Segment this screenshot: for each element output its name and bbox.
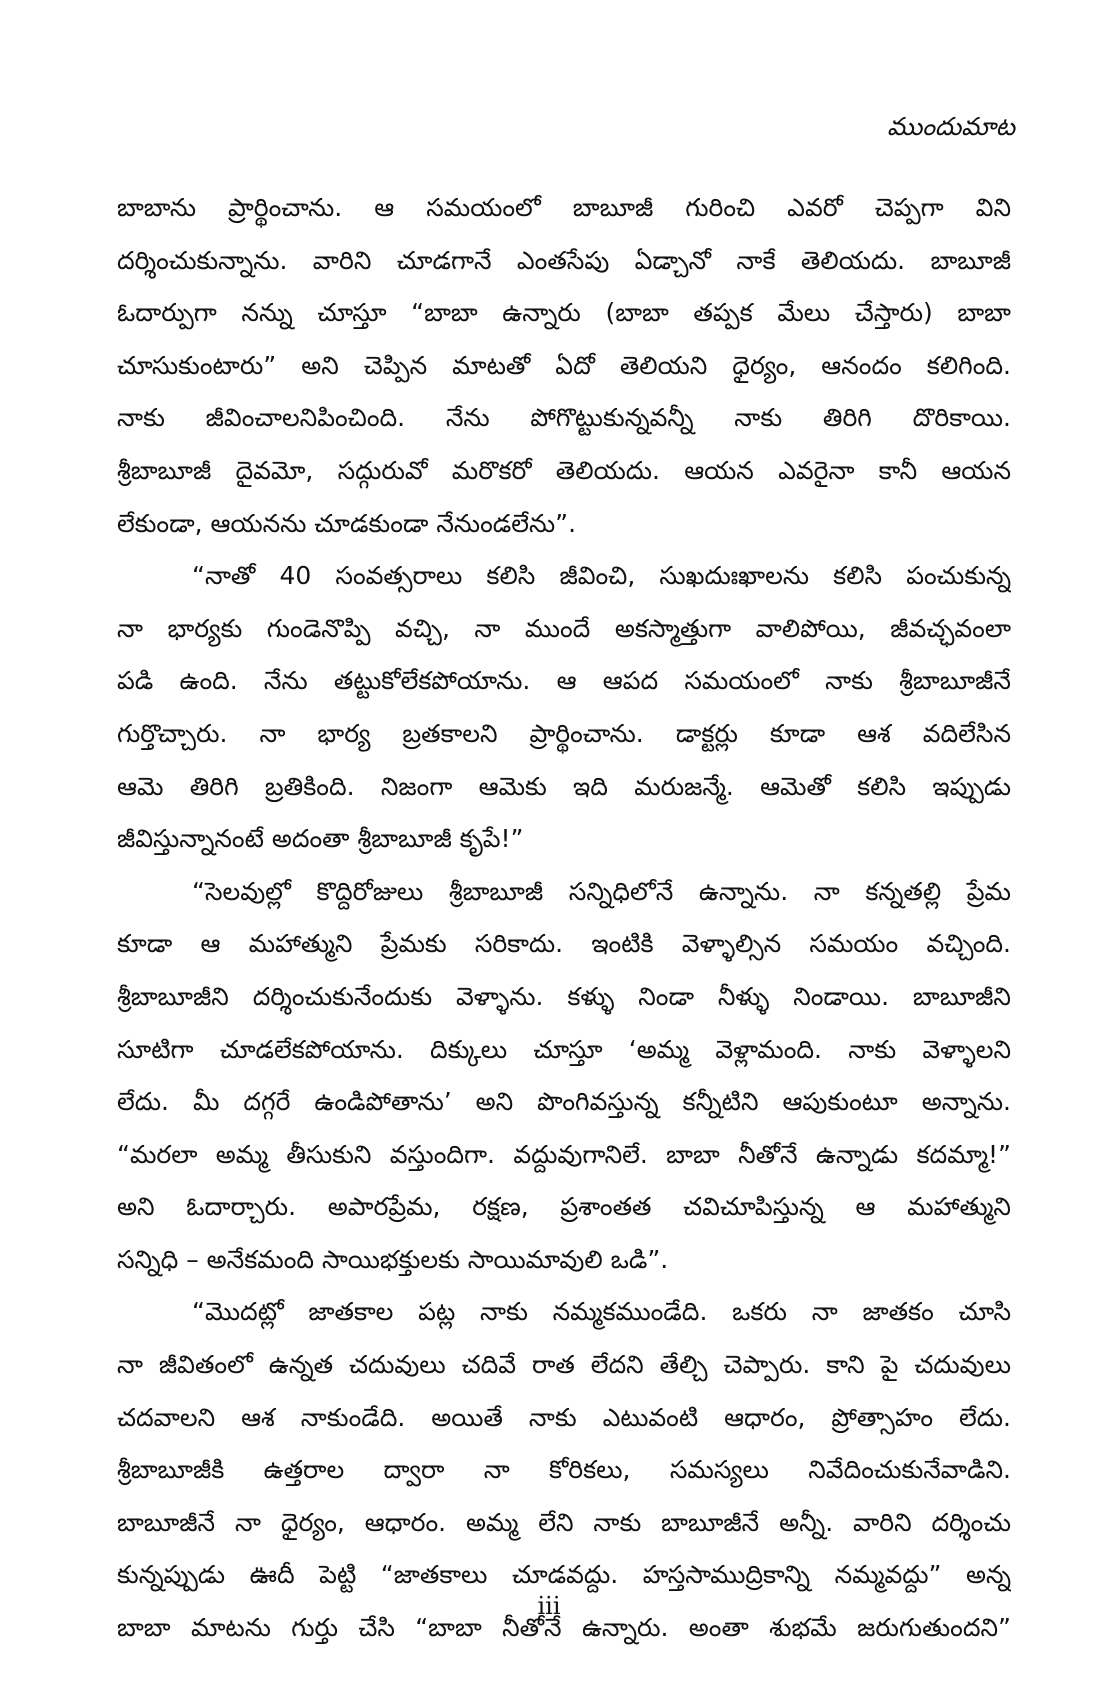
text-line: “మరలా అమ్మ తీసుకుని వస్తుందిగా. వద్దువుగానిలే. బాబా నీతోనే ఉన్నాడు కదమ్మా!”: [117, 1139, 1011, 1169]
text-line: లేకుండా, ఆయనను చూడకుండా నేనుండలేను”.: [117, 508, 577, 538]
text-line: చదవాలని ఆశ నాకుండేది. అయితే నాకు ఎటువంటి ఆధారం, ప్రోత్సాహం లేదు.: [117, 1402, 1011, 1432]
text-line: నా భార్యకు గుండెనొప్పి వచ్చి, నా ముందే అకస్మాత్తుగా వాలిపోయి, జీవచ్ఛవంలా: [117, 613, 1011, 643]
text-line: సూటిగా చూడలేకపోయాను. దిక్కులు చూస్తూ ‘అమ్మ వెళ్లామంది. నాకు వెళ్ళాలని: [117, 1034, 1011, 1064]
text-line: ఆమె తిరిగి బ్రతికింది. నిజంగా ఆమెకు ఇది మరుజన్మే. ఆమెతో కలిసి ఇప్పుడు: [117, 771, 1011, 801]
paragraph-start-line: “సెలవుల్లో కొద్దిరోజులు శ్రీబాబూజీ సన్నిధిలోనే ఉన్నాను. నా కన్నతల్లి ప్రేమ: [192, 876, 1011, 906]
text-line: లేదు. మీ దగ్గరే ఉండిపోతాను’ అని పొంగివస్తున్న కన్నీటిని ఆపుకుంటూ అన్నాను.: [117, 1087, 1011, 1117]
text-line: పడి ఉంది. నేను తట్టుకోలేకపోయాను. ఆ ఆపద సమయంలో నాకు శ్రీబాబూజీనే: [117, 666, 1011, 696]
text-line: కున్నప్పుడు ఊదీ పెట్టి “జాతకాలు చూడవద్దు. హస్తసాముద్రికాన్ని నమ్మవద్దు” అన్న: [117, 1560, 1011, 1590]
text-line: గుర్తొచ్చారు. నా భార్య బ్రతకాలని ప్రార్థించాను. డాక్టర్లు కూడా ఆశ వదిలేసిన: [117, 718, 1011, 748]
paragraph-start-line: “మొదట్లో జాతకాల పట్ల నాకు నమ్మకముండేది. ఒకరు నా జాతకం చూసి: [192, 1297, 1011, 1327]
text-line: నా జీవితంలో ఉన్నత చదువులు చదివే రాత లేదని తేల్చి చెప్పారు. కాని పై చదువులు: [117, 1350, 1011, 1380]
text-line: శ్రీబాబూజీకి ఉత్తరాల ద్వారా నా కోరికలు, సమస్యలు నివేదించుకునేవాడిని.: [117, 1455, 1011, 1485]
text-line: చూసుకుంటారు” అని చెప్పిన మాటతో ఏదో తెలియని ధైర్యం, ఆనందం కలిగింది.: [117, 350, 1011, 380]
paragraph-start-line: “నాతో 40 సంవత్సరాలు కలిసి జీవించి, సుఖదుఃఖాలను కలిసి పంచుకున్న: [192, 561, 1011, 591]
page-number: iii: [537, 1592, 561, 1620]
running-head: ముందుమాట: [887, 112, 1015, 141]
text-line: సన్నిధి – అనేకమంది సాయిభక్తులకు సాయిమావులి ఒడి”.: [117, 1244, 669, 1274]
text-line: బాబాను ప్రార్థించాను. ఆ సమయంలో బాబూజీ గురించి ఎవరో చెప్పగా విని: [117, 193, 1011, 222]
text-line: ఓదార్పుగా నన్ను చూస్తూ “బాబా ఉన్నారు (బాబా తప్పక మేలు చేస్తారు) బాబా: [117, 298, 1011, 328]
text-line: బాబా మాటను గుర్తు చేసి “బాబా నీతోనే ఉన్నారు. అంతా శుభమే జరుగుతుందని”: [117, 1613, 1011, 1643]
text-line: జీవిస్తున్నానంటే అదంతా శ్రీబాబూజీ కృపే!”: [117, 824, 524, 854]
text-line: కూడా ఆ మహాత్ముని ప్రేమకు సరికాదు. ఇంటికి వెళ్ళాల్సిన సమయం వచ్చింది.: [117, 929, 1011, 959]
text-line: దర్శించుకున్నాను. వారిని చూడగానే ఎంతసేపు ఏడ్చానో నాకే తెలియదు. బాబూజీ: [117, 245, 1011, 275]
text-line: బాబూజీనే నా ధైర్యం, ఆధారం. అమ్మ లేని నాకు బాబూజీనే అన్నీ. వారిని దర్శించు: [117, 1507, 1011, 1537]
text-line: శ్రీబాబూజీని దర్శించుకునేందుకు వెళ్ళాను. కళ్ళు నిండా నీళ్ళు నిండాయి. బాబూజీని: [117, 981, 1011, 1011]
text-line: అని ఓదార్చారు. అపారప్రేమ, రక్షణ, ప్రశాంతత చవిచూపిస్తున్న ఆ మహాత్ముని: [117, 1192, 1011, 1222]
body-text: [117, 182, 1011, 1655]
text-line: నాకు జీవించాలనిపించింది. నేను పోగొట్టుకున్నవన్నీ నాకు తిరిగి దొరికాయి.: [117, 403, 1011, 433]
text-line: శ్రీబాబూజీ దైవమో, సద్గురువో మరొకరో తెలియదు. ఆయన ఎవరైనా కానీ ఆయన: [117, 455, 1011, 485]
